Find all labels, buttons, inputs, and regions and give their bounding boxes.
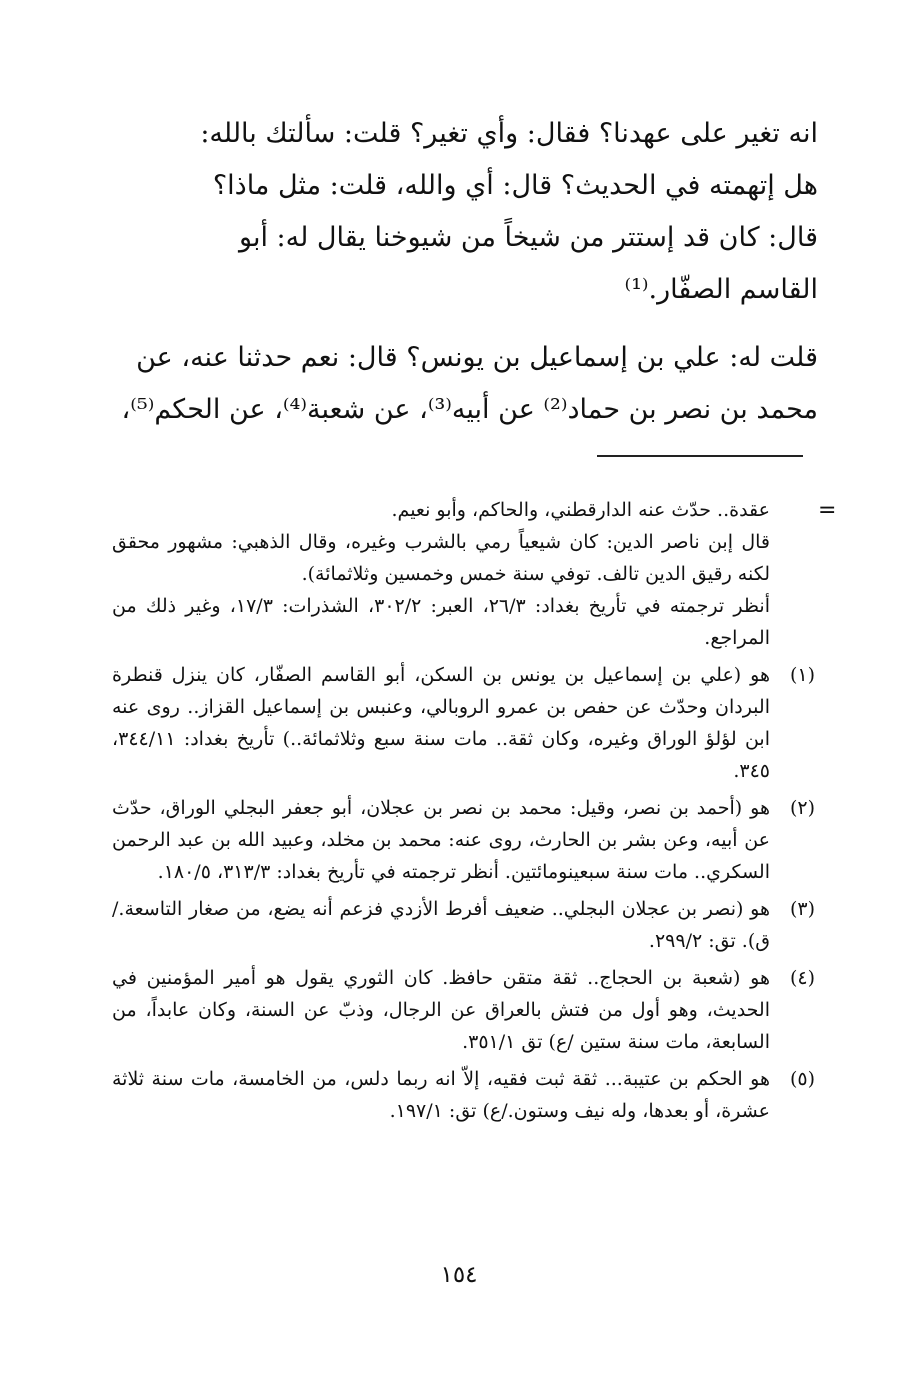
main-line: هل إتهمته في الحديث؟ قال: أي والله، قلت: مثل ماذا؟	[212, 170, 818, 201]
main-line: قلت له: علي بن إسماعيل بن يونس؟ قال: نعم حدثنا عنه، عن	[136, 342, 818, 373]
main-line: انه تغير على عهدنا؟ فقال: وأي تغير؟ قلت: سألتك بالله:	[200, 118, 818, 149]
footnote-number: (٤)	[789, 967, 815, 989]
footnote-5	[112, 1063, 815, 1127]
footnote-number: (٢)	[789, 797, 815, 819]
footnote-separator	[597, 455, 803, 457]
footnote-text: هو الحكم بن عتيبة... ثقة ثبت فقيه، إلاّ انه ربما دلس، من الخامسة، مات سنة ثلاثة عشرة، أو بعدها، وله نيف وستون./ع) تق: ١٩٧/١.	[112, 1068, 770, 1122]
main-line: محمد بن نصر بن حماد⁽²⁾ عن أبيه⁽³⁾، عن شعبة⁽⁴⁾، عن الحكم⁽⁵⁾،	[121, 394, 818, 425]
main-line: القاسم الصفّار.⁽¹⁾	[624, 274, 818, 305]
footnote-continuation-para: أنظر ترجمته في تأريخ بغداد: ٢٦/٣، العبر: ٣٠٢/٢، الشذرات: ١٧/٣، وغير ذلك من المراجع.	[112, 595, 770, 649]
footnote-1	[112, 659, 815, 787]
footnote-number: (٣)	[789, 898, 815, 920]
footnote-text: هو (علي بن إسماعيل بن يونس بن السكن، أبو القاسم الصفّار، كان ينزل قنطرة البردان وحدّث عن حفص بن عمرو الروبالي، وعنبس بن إسماعيل القزاز.. روى عنه ابن لؤلؤ الوراق وغيره، وكان ثقة.. مات سنة سبع وثلاثمائة..) تأريخ بغداد: ٣٤٤/١١، ٣٤٥.	[112, 664, 770, 782]
footnote-continuation-para: قال إبن ناصر الدين: كان شيعياً رمي بالشرب وغيره، وقال الذهبي: مشهور محقق لكنه رقيق الدين تالف. توفي سنة خمس وخمسين وثلاثمائة).	[112, 531, 770, 585]
footnote-4	[112, 962, 815, 1058]
page-number: ١٥٤	[440, 1262, 478, 1288]
main-line: قال: كان قد إستتر من شيخاً من شيوخنا يقال له: أبو	[239, 222, 818, 253]
footnote-text: هو (نصر بن عجلان البجلي.. ضعيف أفرط الأزدي فزعم أنه يضع، من صغار التاسعة./ق). تق: ٢٩٩/٢.	[112, 898, 770, 952]
footnote-3	[112, 893, 815, 957]
footnote-continuation-para: عقدة.. حدّث عنه الدارقطني، والحاكم، وأبو نعيم.	[391, 499, 770, 521]
footnote-number: (١)	[789, 664, 815, 686]
footnote-continuation	[112, 494, 815, 654]
footnote-2	[112, 792, 815, 888]
footnote-text: هو (شعبة بن الحجاج.. ثقة متقن حافظ. كان الثوري يقول هو أمير المؤمنين في الحديث، وهو أول من فتش بالعراق عن الرجال، وذبّ عن السنة، وكان عابداً، من السابعة، مات سنة ستين /ع) تق ٣٥١/١.	[112, 967, 770, 1053]
main-text	[100, 108, 818, 436]
footnotes	[112, 494, 815, 1127]
footnote-text: هو (أحمد بن نصر، وقيل: محمد بن نصر بن عجلان، أبو جعفر البجلي الوراق، حدّث عن أبيه، وعن بشر بن الحارث، روى عنه: محمد بن مخلد، وعبيد الله بن عبد الرحمن السكري.. مات سنة سبعينومائتين. أنظر ترجمته في تأريخ بغداد: ٣١٣/٣، ١٨٠/٥.	[112, 797, 770, 883]
continuation-mark: =	[818, 498, 837, 523]
footnote-number: (٥)	[789, 1068, 815, 1090]
